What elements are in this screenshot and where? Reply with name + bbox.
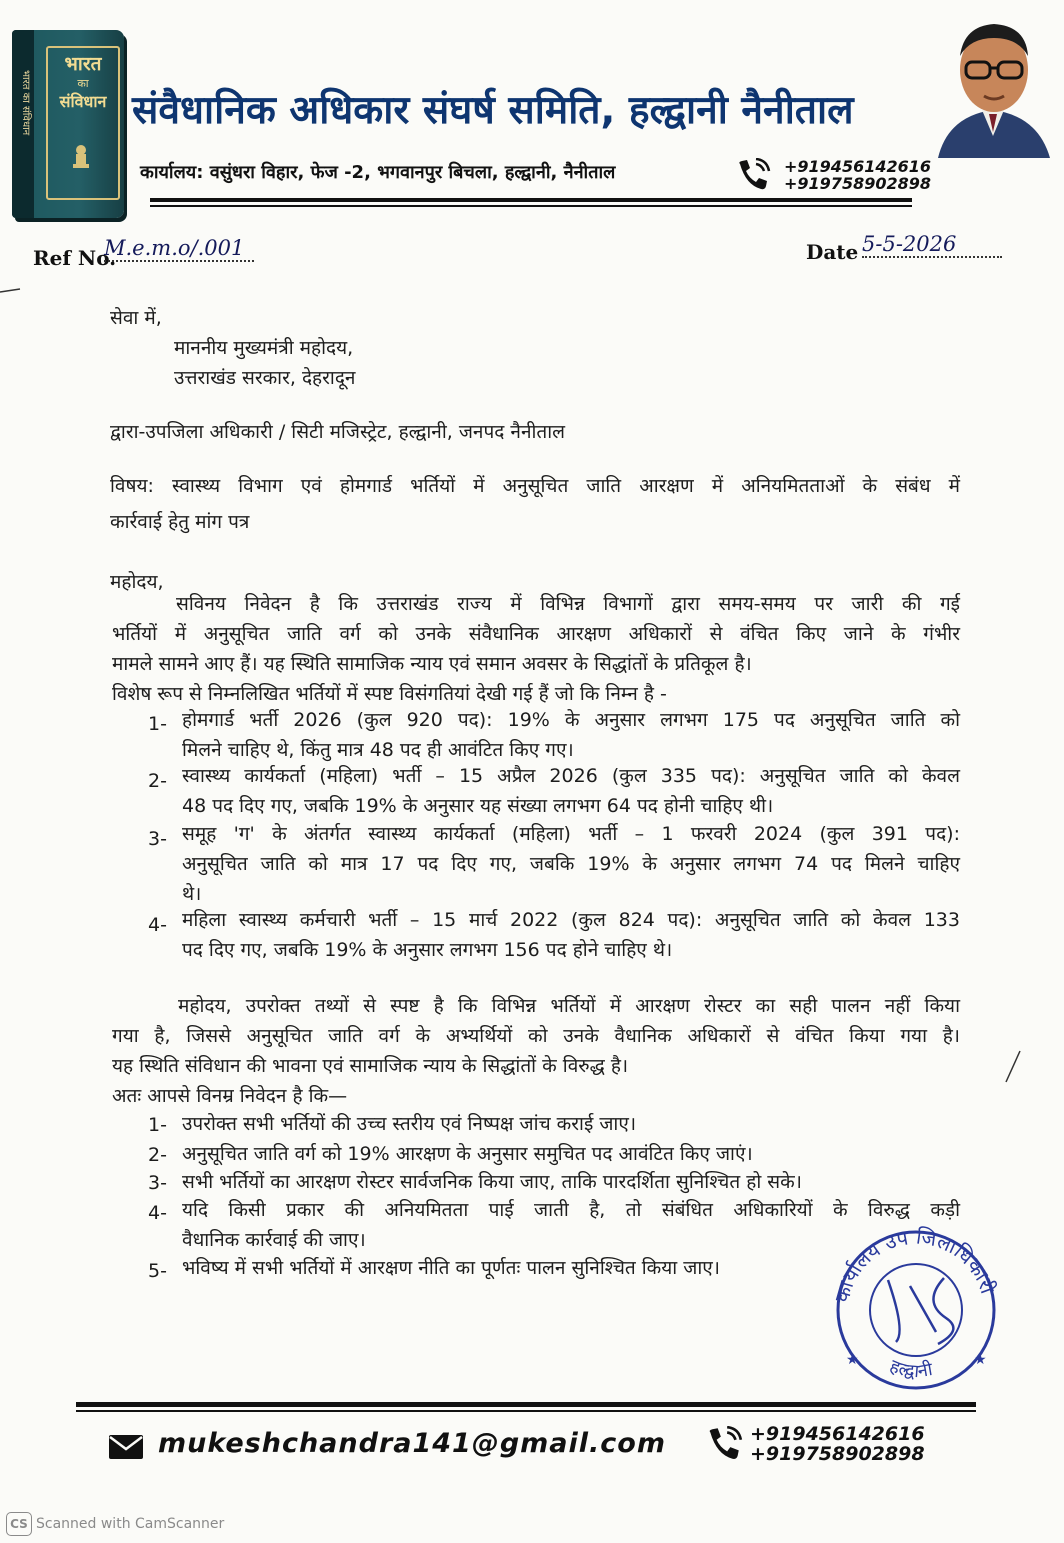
- finding-3-line-1: समूह 'ग' के अंतर्गत स्वास्थ्य कार्यकर्ता (महिला) भर्ती – 1 फरवरी 2024 (कुल 391 पद):: [182, 823, 960, 845]
- office-address: कार्यालय: वसुंधरा विहार, फेज -2, भगवानपुर बिचला, हल्द्वानी, नैनीताल: [140, 162, 616, 183]
- header-rule: [150, 198, 912, 202]
- footer-phone-1: +919456142616: [750, 1423, 925, 1445]
- para1-line-3: मामले सामने आए हैं। यह स्थिति सामाजिक न्याय एवं समान अवसर के सिद्धांतों के प्रतिकूल है।: [112, 653, 752, 675]
- finding-2-number: 2-: [148, 770, 167, 792]
- footer-phone-numbers: [750, 1424, 925, 1464]
- footer-rule-thin: [76, 1410, 976, 1412]
- addressee-line-2: उत्तराखंड सरकार, देहरादून: [174, 367, 356, 389]
- svg-text:हल्द्वानी: हल्द्वानी: [886, 1355, 935, 1383]
- header-rule-thin: [150, 205, 912, 207]
- demand-2-number: 2-: [148, 1144, 167, 1166]
- finding-2-line-1: स्वास्थ्य कार्यकर्ता (महिला) भर्ती – 15 अप्रैल 2026 (कुल 335 पद): अनुसूचित जाति को केवल: [182, 765, 960, 787]
- para1-line-1: सविनय निवेदन है कि उत्तराखंड राज्य में विभिन्न विभागों द्वारा समय-समय पर जारी की गई: [176, 593, 960, 615]
- ref-label: Ref No.: [33, 246, 117, 270]
- pen-mark: [1004, 1050, 1022, 1084]
- demand-3-line-1: सभी भर्तियों का आरक्षण रोस्टर सार्वजनिक किया जाए, ताकि पारदर्शिता सुनिश्चित हो सके।: [182, 1171, 802, 1193]
- finding-4-line-1: महिला स्वास्थ्य कर्मचारी भर्ती – 15 मार्च 2022 (कुल 824 पद): अनुसूचित जाति को केवल 133: [182, 909, 960, 931]
- phone-icon: [734, 158, 772, 192]
- greeting: महोदय,: [110, 571, 164, 593]
- finding-2-line-2: 48 पद दिए गए, जबकि 19% के अनुसार यह संख्या लगभग 64 पद होनी चाहिए थी।: [182, 795, 774, 817]
- phone-icon: [704, 1426, 744, 1462]
- para1-line-4: विशेष रूप से निम्नलिखित भर्तियों में स्पष्ट विसंगतियां देखी गई हैं जो कि निम्न है -: [112, 683, 667, 705]
- demand-1-line-1: उपरोक्त सभी भर्तियों की उच्च स्तरीय एवं निष्पक्ष जांच कराई जाए।: [182, 1113, 637, 1135]
- finding-3-line-3: थे।: [182, 883, 202, 905]
- para2-line-1: महोदय, उपरोक्त तथ्यों से स्पष्ट है कि विभिन्न भर्तियों में आरक्षण रोस्टर का सही पालन नहीं किया: [178, 995, 960, 1017]
- demand-2-line-1: अनुसूचित जाति वर्ग को 19% आरक्षण के अनुसार समुचित पद आवंटित किए जाएं।: [182, 1143, 753, 1165]
- portrait-image: [928, 8, 1058, 158]
- demand-4-line-1: यदि किसी प्रकार की अनियमितता पाई जाती है, तो संबंधित अधिकारियों के विरुद्ध कड़ी: [182, 1199, 960, 1221]
- header-phone-2: +919758902898: [784, 174, 931, 193]
- header-phone-numbers: [784, 158, 931, 192]
- svg-text:कार्यालय उप जिलाधिकारी: कार्यालय उप जिलाधिकारी: [829, 1224, 1001, 1305]
- addressee-line-1: माननीय मुख्यमंत्री महोदय,: [174, 337, 354, 359]
- camscanner-logo: CS: [6, 1512, 32, 1536]
- svg-text:★: ★: [974, 1352, 987, 1368]
- finding-1-line-2: मिलने चाहिए थे, किंतु मात्र 48 पद ही आवंटित किए गए।: [182, 739, 574, 761]
- finding-3-number: 3-: [148, 828, 167, 850]
- through-line: द्वारा-उपजिला अधिकारी / सिटी मजिस्ट्रेट, हल्द्वानी, जनपद नैनीताल: [110, 421, 566, 443]
- constitution-book-logo: [12, 30, 124, 218]
- official-seal-stamp: [826, 1222, 1006, 1398]
- ref-number: M.e.m.o/.001: [104, 236, 254, 262]
- footer-phone-2: +919758902898: [750, 1443, 925, 1465]
- svg-text:★: ★: [846, 1352, 859, 1368]
- finding-3-line-2: अनुसूचित जाति को मात्र 17 पद दिए गए, जबकि 19% के अनुसार लगभग 74 पद मिलने चाहिए: [182, 853, 960, 875]
- pen-mark: [0, 288, 22, 294]
- demand-5-number: 5-: [148, 1260, 167, 1282]
- demand-4-line-2: वैधानिक कार्रवाई की जाए।: [182, 1229, 366, 1251]
- footer-rule: [76, 1402, 976, 1407]
- camscanner-watermark: Scanned with CamScanner: [36, 1516, 225, 1532]
- book-spine-text: भारत का संविधान: [20, 70, 31, 136]
- finding-1-number: 1-: [148, 713, 167, 735]
- subject-line-2: कार्रवाई हेतु मांग पत्र: [110, 511, 250, 533]
- finding-4-number: 4-: [148, 914, 167, 936]
- date-value: 5-5-2026: [862, 232, 1002, 258]
- header-phone-1: +919456142616: [784, 157, 931, 176]
- book-subtitle: का: [77, 77, 89, 90]
- mail-icon: [108, 1434, 144, 1460]
- finding-1-line-1: होमगार्ड भर्ती 2026 (कुल 920 पद): 19% के अनुसार लगभग 175 पद अनुसूचित जाति को: [182, 709, 960, 731]
- demand-5-line-1: भविष्य में सभी भर्तियों में आरक्षण नीति का पूर्णतः पालन सुनिश्चित किया जाए।: [182, 1257, 720, 1279]
- subject-line-1: विषय: स्वास्थ्य विभाग एवं होमगार्ड भर्तियों में अनुसूचित जाति आरक्षण में अनियमितताओं के संबंध में: [110, 475, 960, 497]
- finding-4-line-2: पद दिए गए, जबकि 19% के अनुसार लगभग 156 पद होने चाहिए थे।: [182, 939, 673, 961]
- para2-line-3: यह स्थिति संविधान की भावना एवं सामाजिक न्याय के सिद्धांतों के विरुद्ध है।: [112, 1055, 629, 1077]
- demand-3-number: 3-: [148, 1172, 167, 1194]
- org-title: संवैधानिक अधिकार संघर्ष समिति, हल्द्वानी नैनीताल: [132, 88, 854, 133]
- book-title: भारत: [64, 53, 102, 75]
- seva-me: सेवा में,: [110, 307, 162, 329]
- para1-line-2: भर्तियों में अनुसूचित जाति वर्ग को उनके संवैधानिक आरक्षण अधिकारों से वंचित किए जाने के गंभीर: [112, 623, 960, 645]
- para2-line-4: अतः आपसे विनम्र निवेदन है कि—: [112, 1085, 348, 1107]
- date-label: Date: [806, 240, 859, 264]
- demand-1-number: 1-: [148, 1114, 167, 1136]
- book-title-2: संविधान: [59, 92, 107, 111]
- ashoka-emblem-icon: [68, 142, 94, 172]
- para2-line-2: गया है, जिससे अनुसूचित जाति वर्ग के अभ्यर्थियों को उनके वैधानिक अधिकारों से वंचित किया गया है।: [112, 1025, 960, 1047]
- demand-4-number: 4-: [148, 1202, 167, 1224]
- footer-email: mukeshchandra141@gmail.com: [158, 1428, 666, 1459]
